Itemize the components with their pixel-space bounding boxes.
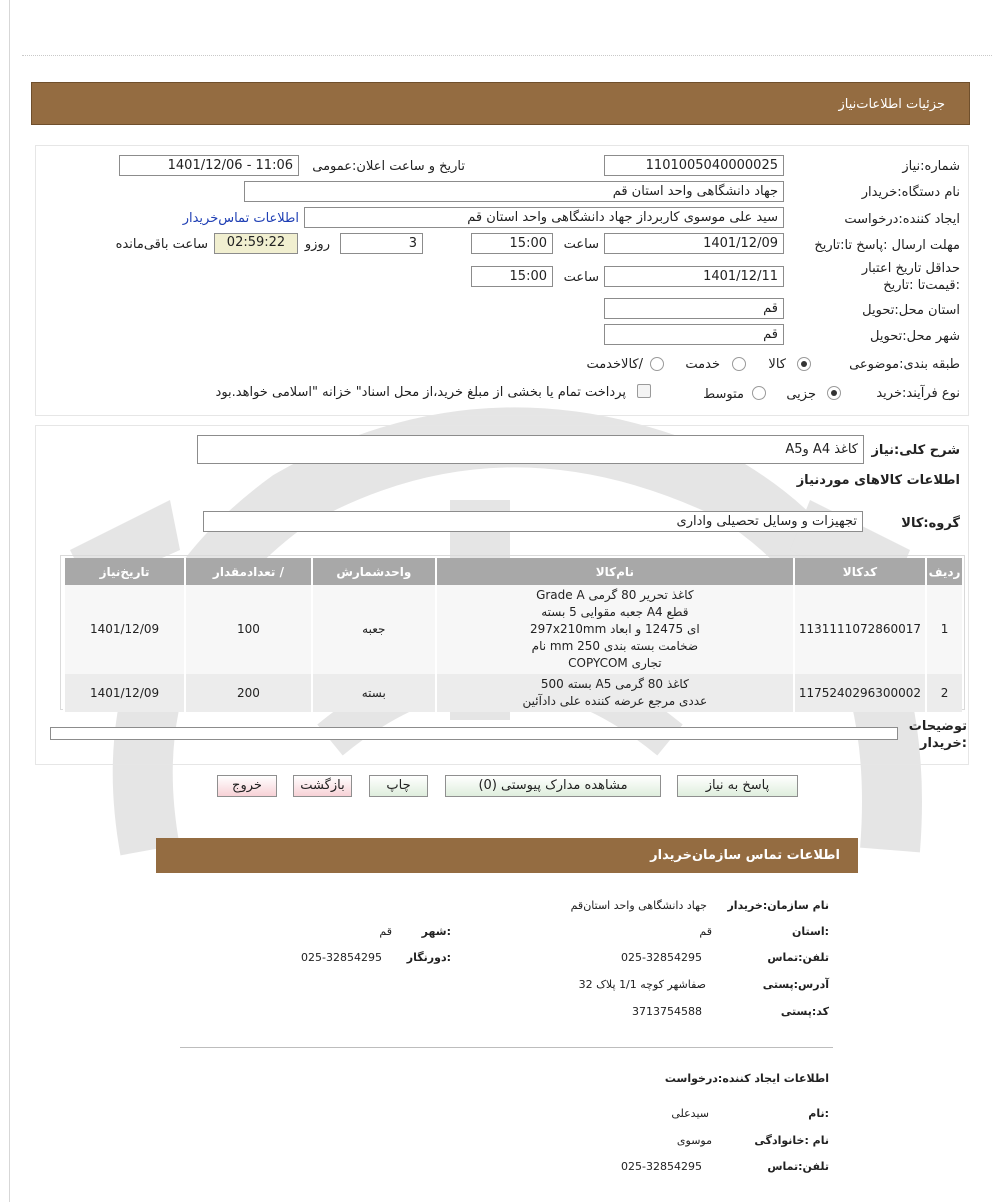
contact-fax-label: :دورنگار: [406, 951, 451, 964]
process-buy-label: خرید: [876, 386, 902, 401]
print-button[interactable]: چاپ: [369, 775, 428, 797]
treasury-payment-label: پرداخت تمام یا بخشی از مبلغ خرید،از محل اسناد" خزانه "اسلامی خواهد.بود: [215, 385, 626, 400]
goods-group-field: تجهیزات و وسایل تحصیلی واداری: [203, 511, 863, 532]
days-label: روزو: [304, 237, 330, 252]
buyer-notes-label-line1: توضیحات: [908, 719, 967, 734]
requester-label: ایجاد کننده:درخواست: [844, 212, 960, 227]
creator-family-value: موسوی: [676, 1134, 712, 1147]
reply-button[interactable]: پاسخ به نیاز: [677, 775, 798, 797]
creator-phone-label: تلفن:تماس: [767, 1160, 829, 1173]
contact-phone-value: 025-32854295: [621, 951, 702, 964]
process-minor-radio[interactable]: [827, 386, 841, 400]
row-unit: جعبه: [312, 585, 436, 674]
contact-province-value: قم: [699, 925, 712, 938]
contact-city-value: قم: [379, 925, 392, 938]
deadline-time-field: 15:00: [471, 233, 553, 254]
remaining-label: ساعت باقی‌مانده: [115, 237, 208, 252]
row-name: کاغذ تحریر 80 گرمی Grade A قطع A4 جعبه مقوایی 5 بسته ای 12475 و ابعاد 297x210mm ضخامت بسته بندی 250 mm نام تجاری COPYCOM: [436, 585, 794, 674]
contact-org-value: جهاد دانشگاهی واحد استان‌قم: [570, 899, 707, 912]
buyer-notes-field: [50, 727, 898, 740]
buyer-contact-bar: [156, 838, 858, 873]
province-label: استان محل:تحویل: [862, 303, 960, 318]
contact-postal-value: 3713754588: [632, 1005, 702, 1018]
deadline-label: مهلت ارسال :پاسخ تا:تاریخ: [814, 238, 960, 253]
need-number-label: شماره:نیاز: [902, 159, 960, 174]
city-label: شهر محل:تحویل: [870, 329, 960, 344]
creator-name-value: سیدعلی: [671, 1107, 709, 1120]
need-description-label: شرح کلی:نیاز: [871, 443, 960, 458]
goods-info-title: اطلاعات کالاهای موردنیاز: [796, 473, 960, 488]
row-qty: 200: [185, 674, 312, 712]
contact-phone-label: تلفن:تماس: [767, 951, 829, 964]
buyer-contact-title: اطلاعات تماس سازمان‌خریدار: [650, 848, 840, 863]
category-goods-service-radio[interactable]: [650, 357, 664, 371]
validity-date-field: 1401/12/11: [604, 266, 784, 287]
category-label: طبقه بندی:موضوعی: [849, 357, 960, 372]
contact-address-value: صفاشهر کوچه 1/1 پلاک 32: [578, 978, 706, 991]
row-date: 1401/12/09: [64, 585, 185, 674]
view-attachments-button[interactable]: مشاهده مدارک پیوستی (0): [445, 775, 661, 797]
contact-org-label: نام سازمان:خریدار: [727, 899, 829, 912]
table-row: [64, 585, 962, 674]
creator-family-label: نام :خانوادگی: [754, 1134, 829, 1147]
creator-phone-value: 025-32854295: [621, 1160, 702, 1173]
validity-label: حداقل تاریخ اعتبار :قیمت‌تا :تاریخ: [861, 261, 960, 293]
row-index: 2: [926, 674, 962, 712]
buyer-org-field: جهاد دانشگاهی واحد استان قم: [244, 181, 784, 202]
table-row: [64, 674, 962, 712]
contact-city-label: :شهر: [421, 925, 451, 938]
process-label: نوع فرآیند:: [902, 386, 960, 401]
col-qty: / تعدادمقدار: [185, 558, 312, 585]
contact-address-label: آدرس:پستی: [762, 978, 829, 991]
contact-fax-value: 025-32854295: [301, 951, 382, 964]
row-date: 1401/12/09: [64, 674, 185, 712]
top-divider: [22, 55, 992, 56]
category-service-radio[interactable]: [732, 357, 746, 371]
creator-name-label: :نام: [808, 1107, 829, 1120]
creator-info-title: اطلاعات ایجاد کننده:درخواست: [664, 1072, 829, 1085]
deadline-hour-label: ساعت: [563, 237, 599, 252]
validity-hour-label: ساعت: [563, 270, 599, 285]
goods-group-label: گروه:کالا: [901, 516, 960, 531]
col-date: تاریخ‌نیاز: [64, 558, 185, 585]
category-goods-label: کالا: [768, 357, 786, 372]
treasury-payment-checkbox[interactable]: [637, 384, 651, 398]
need-number-field: 1101005040000025: [604, 155, 784, 176]
goods-table: [63, 558, 962, 712]
buyer-org-label: نام دستگاه:خریدار: [861, 185, 960, 200]
city-field: قم: [604, 324, 784, 345]
details-header-title: جزئیات اطلاعات‌نیاز: [838, 97, 945, 112]
row-name: کاغذ 80 گرمی A5 بسته 500 عددی مرجع عرضه کننده علی دادآئین: [436, 674, 794, 712]
remaining-time-badge: 02:59:22: [214, 233, 298, 254]
category-goods-radio[interactable]: [797, 357, 811, 371]
category-goods-service-label: /کالاخدمت: [586, 357, 643, 372]
row-code: 1175240296300002: [794, 674, 926, 712]
details-header-bar: [31, 82, 970, 125]
buyer-notes-label-line2: :خریدار: [920, 736, 967, 751]
back-button[interactable]: بازگشت: [293, 775, 352, 797]
need-description-field: کاغذ A4 وA5: [197, 435, 864, 464]
contact-separator: [180, 1047, 833, 1048]
col-unit: واحدشمارش: [312, 558, 436, 585]
process-medium-radio[interactable]: [752, 386, 766, 400]
days-field: 3: [340, 233, 423, 254]
col-code: کدکالا: [794, 558, 926, 585]
col-name: نام‌کالا: [436, 558, 794, 585]
page-edge-line: [9, 0, 10, 1202]
row-index: 1: [926, 585, 962, 674]
row-unit: بسته: [312, 674, 436, 712]
category-service-label: خدمت: [685, 357, 720, 372]
requester-field: سید علی موسوی کاربرداز جهاد دانشگاهی واحد استان قم: [304, 207, 784, 228]
province-field: قم: [604, 298, 784, 319]
contact-postal-label: کد:پستی: [780, 1005, 829, 1018]
col-row: ردیف: [926, 558, 962, 585]
process-medium-label: متوسط: [703, 387, 744, 402]
buyer-contact-link[interactable]: اطلاعات تماس‌خریدار: [182, 211, 299, 226]
deadline-date-field: 1401/12/09: [604, 233, 784, 254]
row-qty: 100: [185, 585, 312, 674]
contact-province-label: :استان: [792, 925, 829, 938]
process-minor-label: جزیی: [786, 387, 816, 402]
validity-time-field: 15:00: [471, 266, 553, 287]
exit-button[interactable]: خروج: [217, 775, 277, 797]
announce-label: تاریخ و ساعت اعلان:عمومی: [312, 159, 465, 174]
row-code: 1131111072860017: [794, 585, 926, 674]
announce-field: 1401/12/06 - 11:06: [119, 155, 299, 176]
